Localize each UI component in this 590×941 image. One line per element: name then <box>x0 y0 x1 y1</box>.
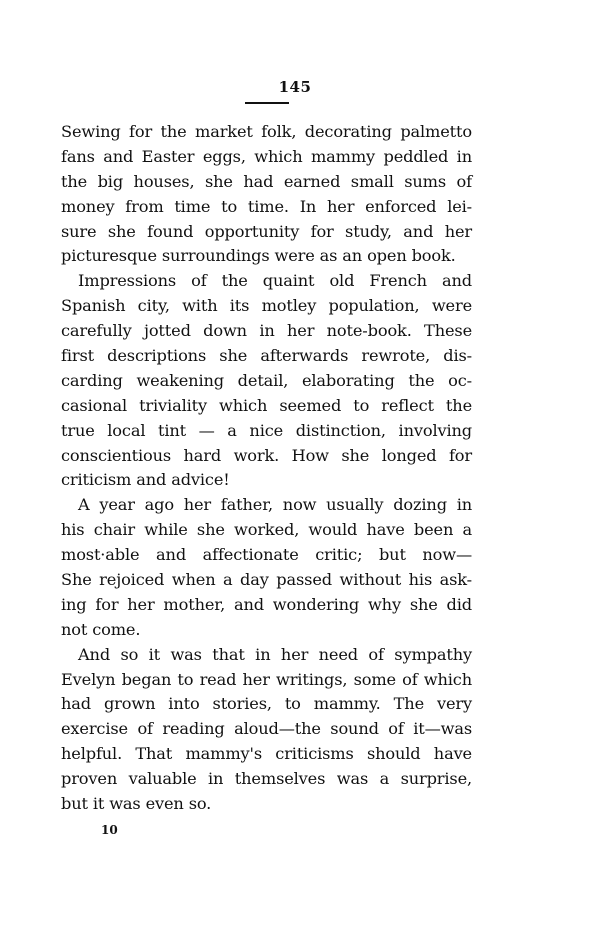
text-line: casional triviality which seemed to reflect the <box>61 395 472 415</box>
text-line: carefully jotted down in her note-book. These <box>61 321 472 341</box>
text-line: most·able and affectionate critic; but now— <box>61 545 472 565</box>
text-line: money from time to time. In her enforced lei- <box>61 196 472 216</box>
text-line: first descriptions she afterwards rewrote, dis- <box>61 346 472 366</box>
text-line: criticism and advice! <box>61 470 230 490</box>
text-line: She rejoiced when a day passed without his ask- <box>61 570 472 590</box>
text-line: picturesque surroundings were as an open book. <box>61 246 456 266</box>
text-line: ing for her mother, and wondering why she did <box>61 594 472 614</box>
text-line: Evelyn began to read her writings, some of which <box>61 669 472 689</box>
text-line: had grown into stories, to mammy. The very <box>61 694 472 714</box>
text-line: A year ago her father, now usually dozing in <box>78 495 472 515</box>
text-line: proven valuable in themselves was a surprise, <box>61 769 472 789</box>
text-line: exercise of reading aloud—the sound of it—was <box>61 719 472 739</box>
text-line: Impressions of the quaint old French and <box>78 271 472 291</box>
text-line: helpful. That mammy's criticisms should have <box>61 744 472 764</box>
text-line: sure she found opportunity for study, and her <box>61 221 472 241</box>
page-number-rule <box>245 102 289 104</box>
text-line: true local tint — a nice distinction, involving <box>61 420 472 440</box>
text-line: conscientious hard work. How she longed for <box>61 445 472 465</box>
text-line: carding weakening detail, elaborating the oc- <box>61 370 472 390</box>
text-line: Spanish city, with its motley population, were <box>61 296 472 316</box>
text-line: Sewing for the market folk, decorating palmetto <box>61 122 472 141</box>
text-line: not come. <box>61 619 141 639</box>
page-number: 145 <box>278 78 312 96</box>
body-text <box>61 120 472 817</box>
text-line: And so it was that in her need of sympathy <box>78 644 472 664</box>
text-line: the big houses, she had earned small sums of <box>61 171 472 191</box>
text-line: but it was even so. <box>61 794 212 814</box>
text-line: his chair while she worked, would have been a <box>61 520 472 540</box>
text-line: fans and Easter eggs, which mammy peddled in <box>61 146 472 166</box>
signature-mark: 10 <box>101 823 118 837</box>
